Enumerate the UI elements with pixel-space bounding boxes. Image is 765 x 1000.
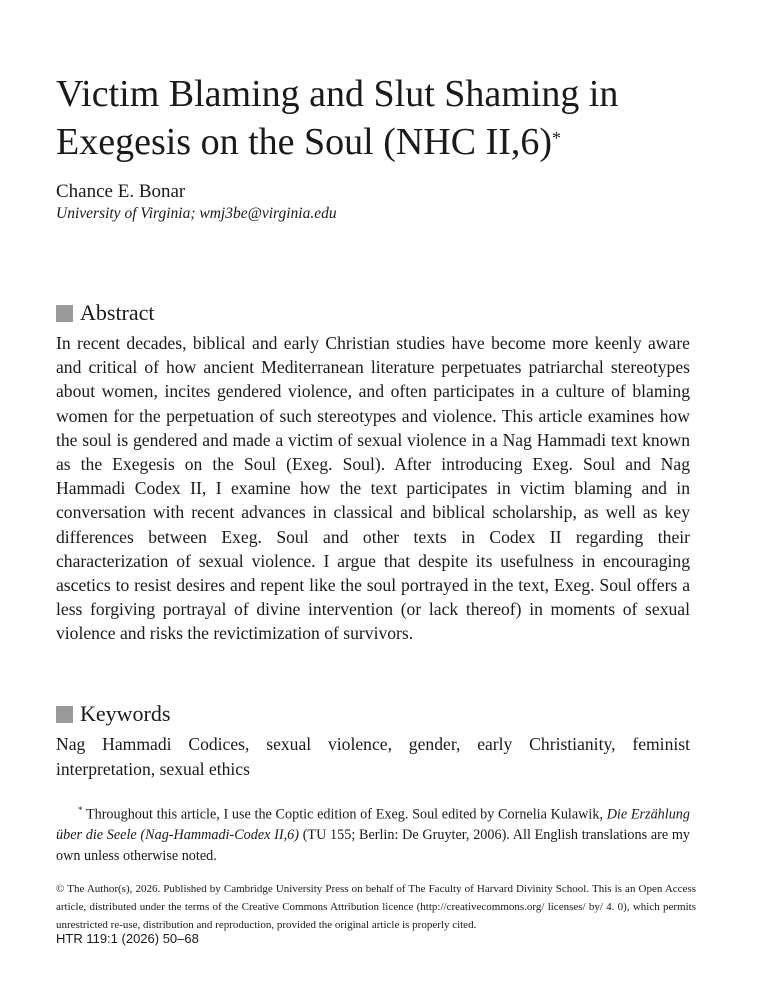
author-affiliation: University of Virginia; wmj3be@virginia.edu [56,205,337,222]
section-square-icon [56,305,73,322]
title-footnote-marker[interactable]: * [552,128,562,148]
abstract-text: In recent decades, biblical and early Christian studies have become more keenly aware and critical of how ancient Mediterranean literature perpetuates patriarchal stereotypes about women, incites gendered violence, and often participates in a culture of blaming women for the perpetuation of such stereotypes and violence. This article examines how the soul is gendered and made a victim of sexual violence in a Nag Hammadi text known as the Exegesis on the Soul (Exeg. Soul). After introducing Exeg. Soul and Nag Hammadi Codex II, I examine how the text participates in victim blaming and in conversation with recent advances in classical and biblical scholarship, as well as key differences between Exeg. Soul and other texts in Codex II regarding their characterization of sexual violence. I argue that despite its usefulness in encouraging ascetics to resist desires and repent like the soul portrayed in the text, Exeg. Soul offers a less forgiving portrayal of divine intervention (or lack thereof) in moments of sexual violence and risks the revictimization of survivors. [56,333,690,644]
title-text: Victim Blaming and Slut Shaming in Exegesis on the Soul (NHC II,6) [56,73,619,163]
footnote-italic-title: Die Erzählung über die Seele (Nag-Hammadi-Codex II,6) [56,806,690,844]
journal-citation: HTR 119:1 (2026) 50–68 [56,931,199,946]
section-square-icon [56,706,73,723]
keywords-text: Nag Hammadi Codices, sexual violence, gender, early Christianity, feminist interpretation, sexual ethics [56,734,690,779]
abstract-heading [56,300,155,326]
license-notice: © The Author(s), 2026. Published by Cambridge University Press on behalf of The Faculty of Harvard Divinity School. This is an Open Access article, distributed under the terms of the Creative Commons Attribution licence (http://creativecommons.org/ licenses/ by/ 4. 0), which permits unrestricted re-use, distribution and reproduction, provided the original article is properly cited. [56,883,696,931]
footnote-marker: * [78,805,83,815]
article-title [56,70,696,166]
abstract-heading-label: Abstract [80,300,155,325]
author-name: Chance E. Bonar [56,181,186,202]
footnote [56,800,690,866]
keywords-heading-label: Keywords [80,701,171,726]
footnote-text-before: Throughout this article, I use the Coptic edition of Exeg. Soul edited by Cornelia Kulawik, [82,806,607,823]
keywords-heading [56,701,170,727]
footnote-text-after: (TU 155; Berlin: De Gruyter, 2006). All English translations are my own unless otherwise noted. [56,827,690,864]
